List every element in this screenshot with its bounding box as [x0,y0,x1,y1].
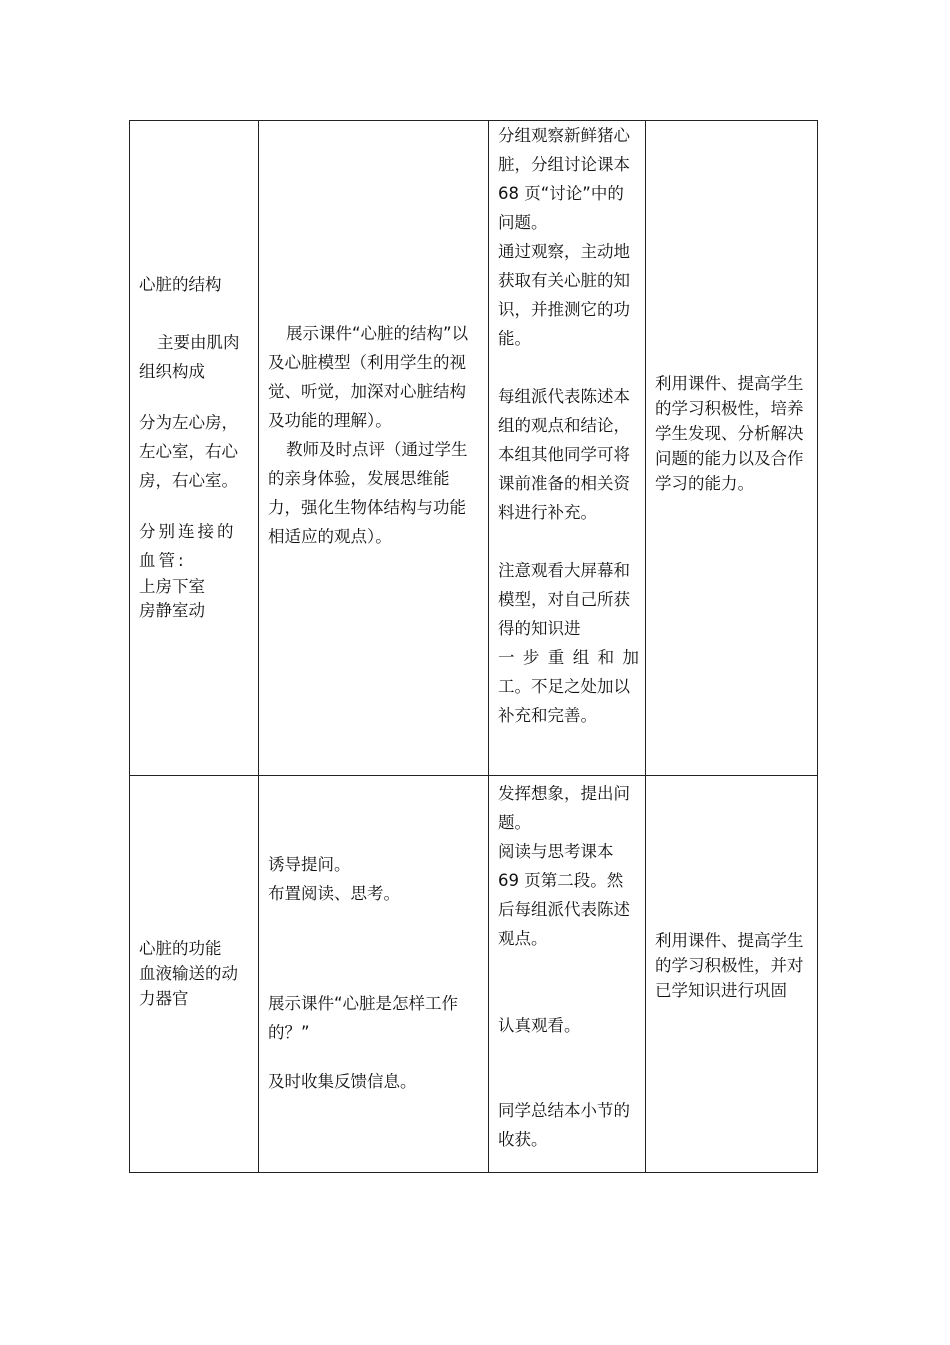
student-activity-cell [489,121,646,776]
design-intent-cell [646,121,818,776]
teacher-para-1: 展示课件“心脏的结构”以及心脏模型（利用学生的视觉、听觉，加深对心脏结构及功能的理解）。 [268,324,469,430]
teacher-activity-cell-2 [259,776,489,1173]
topic-rule-2: 房静室动 [139,601,205,620]
student-para-3: 每组派代表陈述本组的观点和结论，本组其他同学可将课前准备的相关资料进行补充。 [498,387,630,522]
topic-rule-1: 上房下室 [139,577,205,596]
table-row [130,121,818,776]
function-topic-cell [130,776,259,1173]
teacher-line-1: 诱导提问。 [268,855,351,874]
student-para-4a: 注意观看大屏幕和模型，对自己所获得的知识进 [498,561,630,638]
lesson-plan-table [129,120,818,1173]
teacher-block [268,319,482,551]
design-block [655,371,811,496]
topic-block [139,270,252,623]
function-block [139,936,252,1011]
student2-para-1: 发挥想象，提出问题。 [498,784,630,832]
student2-para-3: 认真观看。 [498,1016,581,1035]
student-block-2 [498,779,639,1154]
table-row [130,776,818,1173]
function-title: 心脏的功能 [139,939,222,958]
student2-para-4: 同学总结本小节的收获。 [498,1101,630,1149]
topic-title: 心脏的结构 [139,275,222,294]
student-block [498,121,639,730]
design2-text: 利用课件、提高学生的学习积极性，并对已学知识进行巩固 [655,931,804,1000]
student-para-4c: 工。不足之处加以补充和完善。 [498,677,630,725]
student-activity-cell-2 [489,776,646,1173]
student-para-2: 通过观察，主动地获取有关心脏的知识，并推测它的功能。 [498,242,630,348]
function-desc: 血液输送的动力器官 [139,964,238,1008]
student-para-4b: 一步重组和加 [498,648,639,667]
topic-vessels-label: 分别连接的血管: [139,522,237,570]
teacher-para-2: 教师及时点评（通过学生的亲身体验，发展思维能力，强化生物体结构与功能相适应的观点）。 [268,440,468,546]
teacher-line-4: 及时收集反馈信息。 [268,1072,417,1091]
student-para-1: 分组观察新鲜猪心脏，分组讨论课本 68 页“讨论”中的问题。 [498,126,630,232]
teacher-line-2: 布置阅读、思考。 [268,884,400,903]
topic-chambers: 分为左心房，左心室，右心房，右心室。 [139,413,238,490]
design-intent-cell-2 [646,776,818,1173]
topic-sub: 主要由肌肉组织构成 [139,333,240,381]
teacher-block-2 [268,850,482,1096]
design-text: 利用课件、提高学生的学习积极性，培养学生发现、分析解决问题的能力以及合作学习的能力。 [655,374,804,493]
structure-topic-cell [130,121,259,776]
teacher-activity-cell [259,121,489,776]
design-block-2 [655,928,811,1003]
student2-para-2: 阅读与思考课本 69 页第二段。然后每组派代表陈述观点。 [498,842,630,948]
teacher-line-3: 展示课件“心脏是怎样工作的？” [268,994,459,1042]
